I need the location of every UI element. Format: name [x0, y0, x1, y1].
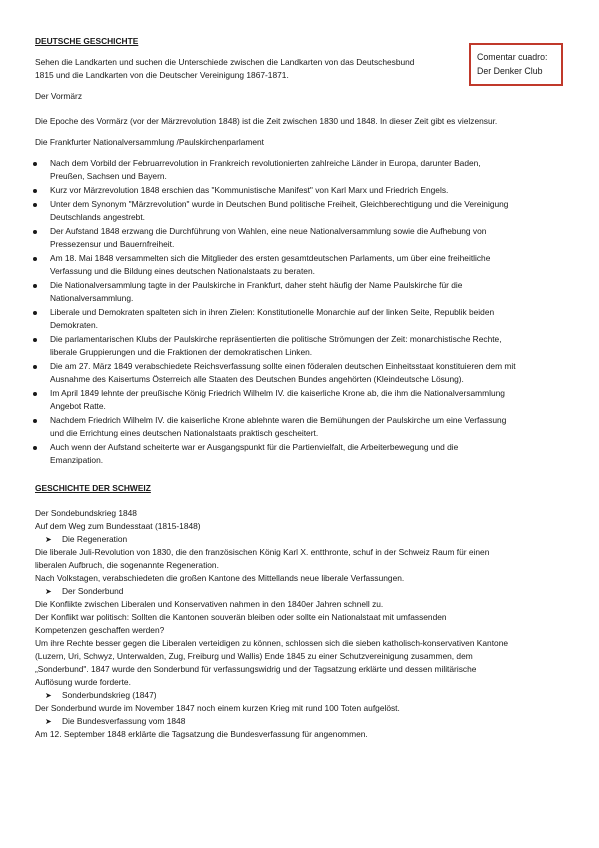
intro-line: 1815 und die Landkarten von die Deutscher Vereinigung 1867-1871.	[35, 70, 289, 80]
bullet-icon	[33, 284, 37, 288]
subheading-bundesstaat: Auf dem Weg zum Bundesstaat (1815-1848)	[35, 521, 201, 531]
arrow-bullet-icon: ➤	[45, 691, 52, 700]
sonderbund-line: Um ihre Rechte besser gegen die Liberalen verteidigen zu können, schlossen sich die sieben katholisch-konservativen Kantone	[35, 638, 509, 648]
bullet-icon	[33, 189, 37, 193]
list-item: Der Aufstand 1848 erzwang die Durchführung von Wahlen, eine neue Nationalversammlung sowie die Aufhebung von Pressezensur und Bauernfreiheit.	[35, 225, 569, 251]
bullet-icon	[33, 311, 37, 315]
bullet-icon	[33, 419, 37, 423]
comment-label: Comentar cuadro:	[477, 52, 548, 62]
sonderbund-line: Die Konflikte zwischen Liberalen und Konservativen nahmen in den 1840er Jahren schnell zu.	[35, 599, 384, 609]
subheading-frankfurt: Die Frankfurter Nationalversammlung /Paulskirchenparlament	[35, 137, 265, 147]
sonderbund-line: (Luzern, Uri, Schwyz, Unterwalden, Zug, Freiburg und Wallis) Ende 1845 zu einer Schutzvereinigung zusammen, dem	[35, 651, 473, 661]
list-item: Unter dem Synonym "Märzrevolution" wurde in Deutschen Bund politische Freiheit, Gleichberechtigung und die Vereinigung Deutschlands angestrebt.	[35, 198, 569, 224]
bullet-icon	[33, 338, 37, 342]
list-item: Die parlamentarischen Klubs der Paulskirche repräsentierten die politische Strömungen der Zeit: monarchistische Rechte, liberale Gruppierungen und die Fraktionen der demokratischen Linken.	[35, 333, 569, 359]
regeneration-line: Die liberale Juli-Revolution von 1830, die den französischen König Karl X. entthronte, schuf in der Schweiz Raum für einen	[35, 547, 490, 557]
arrow-bullet-icon: ➤	[45, 535, 52, 544]
list-item: Nachdem Friedrich Wilhelm IV. die kaiserliche Krone ablehnte waren die Bemühungen der Paulskirche um eine Verfassung und die Errichtung eines deutschen Nationalstaats praktisch gescheitert.	[35, 414, 569, 440]
list-item: Liberale und Demokraten spalteten sich in ihren Zielen: Konstitutionelle Monarchie auf der linken Seite, Republik beiden Demokraten.	[35, 306, 569, 332]
bullet-icon	[33, 203, 37, 207]
bullet-icon	[33, 392, 37, 396]
verfassung-line: Am 12. September 1848 erklärte die Tagsatzung die Bundesverfassung für angenommen.	[35, 729, 368, 739]
list-item: Auch wenn der Aufstand scheiterte war er Ausgangspunkt für die Partienvielfalt, die Arbeiterbewegung und die Emanzipation.	[35, 441, 569, 467]
document-page	[35, 35, 569, 741]
sonderbund-line: „Sonderbund". 1847 wurde den Sonderbund für verfassungswidrig und der Tagsatzung erklärte und dessen militärische	[35, 664, 477, 674]
regeneration-line: Nach Volkstagen, verabschiedeten die großen Kantone des Mittellands neue liberale Verfassungen.	[35, 573, 405, 583]
intro-line: Sehen die Landkarten und suchen die Unterschiede zwischen die Landkarten von das Deutschesbund	[35, 57, 415, 67]
regeneration-line: liberalen Aufbruch, die sogenannte Regeneration.	[35, 560, 219, 570]
arrow-item-regeneration: ➤ Die Regeneration	[45, 534, 128, 544]
bullet-icon	[33, 230, 37, 234]
bullet-icon	[33, 446, 37, 450]
bullet-icon	[33, 162, 37, 166]
bullet-icon	[33, 365, 37, 369]
frankfurt-bullet-list	[35, 157, 569, 467]
arrow-bullet-icon: ➤	[45, 587, 52, 596]
subheading-vormaerz: Der Vormärz	[35, 91, 83, 101]
list-item: Die Nationalversammlung tagte in der Paulskirche in Frankfurt, daher steht häufig der Name Paulskirche für die Nationalversammlung.	[35, 279, 569, 305]
list-item: Die am 27. März 1849 verabschiedete Reichsverfassung sollte einen föderalen deutschen Einheitsstaat konstituieren dem mit Ausnahme des Kaisertums Österreich alle Staaten des Deutschen Bundes angehörten (Kleindeutsche Lösung).	[35, 360, 569, 386]
section-heading-schweiz: GESCHICHTE DER SCHWEIZ	[35, 483, 151, 493]
comment-author: Der Denker Club	[477, 66, 543, 76]
sonderbund-line: Kompetenzen geschaffen werden?	[35, 625, 165, 635]
list-item: Am 18. Mai 1848 versammelten sich die Mitglieder des ersten gesamtdeutschen Parlaments, um über eine freiheitliche Verfassung und die Bildung eines deutschen Nationalstaats zu beraten.	[35, 252, 569, 278]
arrow-item-sonderbundskrieg: ➤ Sonderbundskrieg (1847)	[45, 690, 157, 700]
list-item: Kurz vor Märzrevolution 1848 erschien das "Kommunistische Manifest" von Karl Marx und Friedrich Engels.	[35, 184, 569, 197]
subheading-sonderbundskrieg: Der Sondebundskrieg 1848	[35, 508, 137, 518]
section-heading-deutsche-geschichte: DEUTSCHE GESCHICHTE	[35, 36, 139, 46]
sonderbund-line: Der Konflikt war politisch: Sollten die Kantonen souverän bleiben oder sollte ein Nationalstaat mit umfassenden	[35, 612, 447, 622]
bullet-icon	[33, 257, 37, 261]
sonderbund-line: Auflösung wurde forderte.	[35, 677, 131, 687]
krieg-line: Der Sonderbund wurde im November 1847 noch einem kurzen Krieg mit rund 100 Toten aufgelöst.	[35, 703, 400, 713]
arrow-bullet-icon: ➤	[45, 717, 52, 726]
vormaerz-paragraph: Die Epoche des Vormärz (vor der Märzrevolution 1848) ist die Zeit zwischen 1830 und 1848. In dieser Zeit gibt es vielzensur.	[35, 116, 498, 126]
arrow-item-bundesverfassung: ➤ Die Bundesverfassung vom 1848	[45, 716, 186, 726]
list-item: Nach dem Vorbild der Februarrevolution in Frankreich revolutionierten zahlreiche Länder in Europa, darunter Baden, Preußen, Sachsen und Bayern.	[35, 157, 569, 183]
arrow-item-sonderbund: ➤ Der Sonderbund	[45, 586, 124, 596]
list-item: Im April 1849 lehnte der preußische König Friedrich Wilhelm IV. die kaiserliche Krone ab, die ihm die Nationalversammlung Angebot Ratte.	[35, 387, 569, 413]
